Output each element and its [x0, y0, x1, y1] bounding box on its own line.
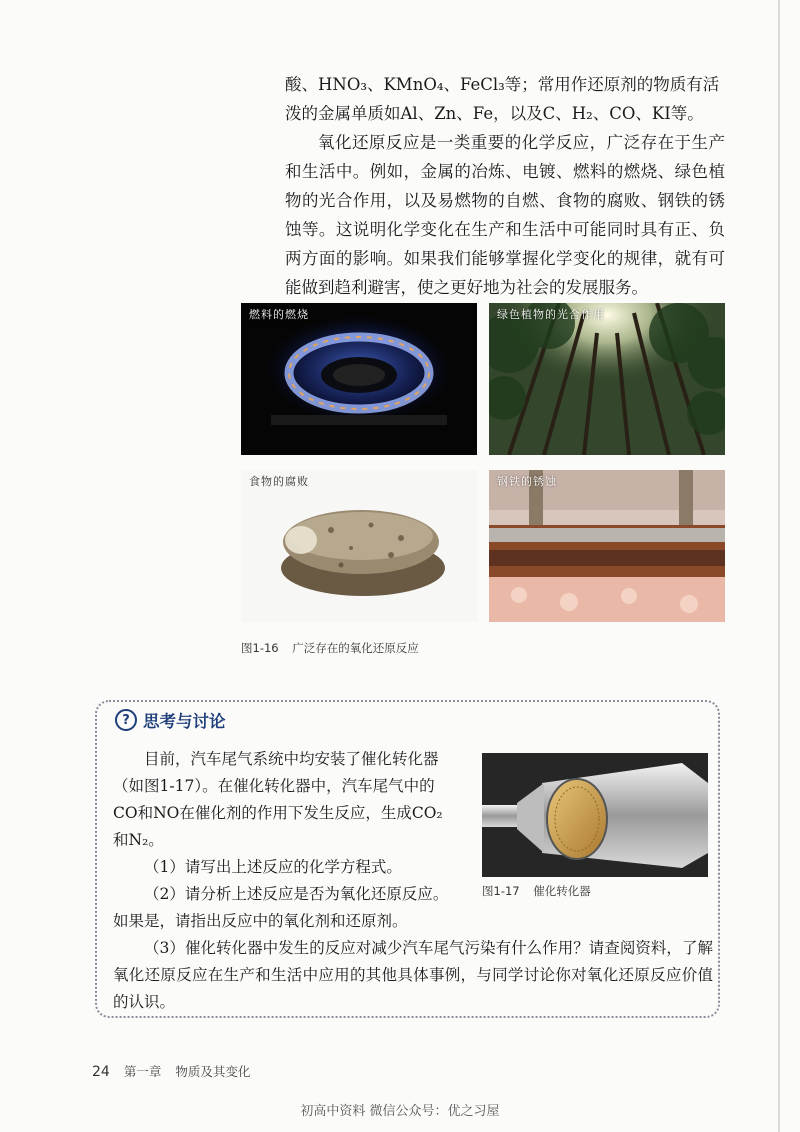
- figure-1-16-text: 广泛存在的氧化还原反应: [292, 641, 419, 655]
- page-footer: [92, 1062, 250, 1080]
- chapter-title: 物质及其变化: [175, 1064, 251, 1079]
- question-mark-icon: ?: [115, 709, 137, 731]
- discussion-title: [115, 707, 226, 733]
- gas-flame-illustration: [241, 303, 477, 455]
- discussion-intro-line-2: （如图1-17）。在催化转化器中，汽车尾气中的: [113, 777, 435, 795]
- caption-food-spoilage: 食物的腐败: [249, 475, 309, 488]
- discussion-intro-line-1: 目前，汽车尾气系统中均安装了催化转化器: [144, 750, 439, 768]
- forest-illustration: [489, 303, 725, 455]
- photo-photosynthesis: [489, 303, 725, 455]
- paragraph-1-line-2: 泼的金属单质如Al、Zn、Fe，以及C、H₂、CO、KI等。: [285, 104, 704, 123]
- page-edge: [778, 0, 780, 1132]
- chapter-label: 第一章: [123, 1064, 162, 1079]
- figure-1-17-number: 图1-17: [482, 884, 520, 898]
- photo-steel-rusting: [489, 470, 725, 622]
- credit-line: 初高中资料 微信公众号：优之习屋: [300, 1104, 500, 1119]
- discussion-title-text: 思考与讨论: [143, 712, 226, 731]
- rusty-pipe-illustration: [489, 470, 725, 622]
- moldy-bread-illustration: [241, 470, 477, 622]
- photo-catalytic-converter: [482, 753, 708, 877]
- caption-fuel-combustion: 燃料的燃烧: [249, 308, 309, 321]
- figure-1-17-text: 催化转化器: [533, 884, 591, 898]
- photo-food-spoilage: [241, 470, 477, 622]
- discussion-question-1: （1）请写出上述反应的化学方程式。: [144, 858, 402, 876]
- discussion-question-2-line-1: （2）请分析上述反应是否为氧化还原反应。: [144, 885, 449, 903]
- discussion-intro-line-4: 和N₂。: [113, 831, 164, 849]
- paragraph-2: 氧化还原反应是一类重要的化学反应，广泛存在于生产和生活中。例如，金属的冶炼、电镀、燃料的燃烧、绿色植物的光合作用，以及易燃物的自燃、食物的腐败、钢铁的锈蚀等。这说明化学变化在生产和生活中可能同时具有正、负两方面的影响。如果我们能够掌握化学变化的规律，就有可能做到趋利避害，使之更好地为社会的发展服务。: [285, 133, 725, 297]
- caption-photosynthesis: 绿色植物的光合作用: [497, 308, 605, 321]
- page-number: 24: [92, 1064, 110, 1080]
- body-text: [285, 70, 725, 302]
- figure-1-16-caption: [241, 640, 419, 656]
- discussion-intro: [113, 746, 463, 908]
- discussion-rest: [113, 908, 713, 1016]
- photo-fuel-combustion: [241, 303, 477, 455]
- discussion-question-2-line-2: 如果是，请指出反应中的氧化剂和还原剂。: [113, 912, 408, 930]
- figure-1-17-caption: [482, 883, 591, 899]
- figure-1-16-number: 图1-16: [241, 641, 279, 655]
- discussion-question-3: （3）催化转化器中发生的反应对减少汽车尾气污染有什么作用？请查阅资料，了解氧化还原反应在生产和生活中应用的其他具体事例，与同学讨论你对氧化还原反应价值的认识。: [113, 939, 713, 1011]
- catalytic-converter-illustration: [482, 753, 708, 877]
- discussion-intro-line-3: CO和NO在催化剂的作用下发生反应，生成CO₂: [113, 804, 443, 822]
- caption-steel-rusting: 钢铁的锈蚀: [497, 475, 557, 488]
- paragraph-1-line-1: 酸、HNO₃、KMnO₄、FeCl₃等；常用作还原剂的物质有活: [285, 75, 720, 94]
